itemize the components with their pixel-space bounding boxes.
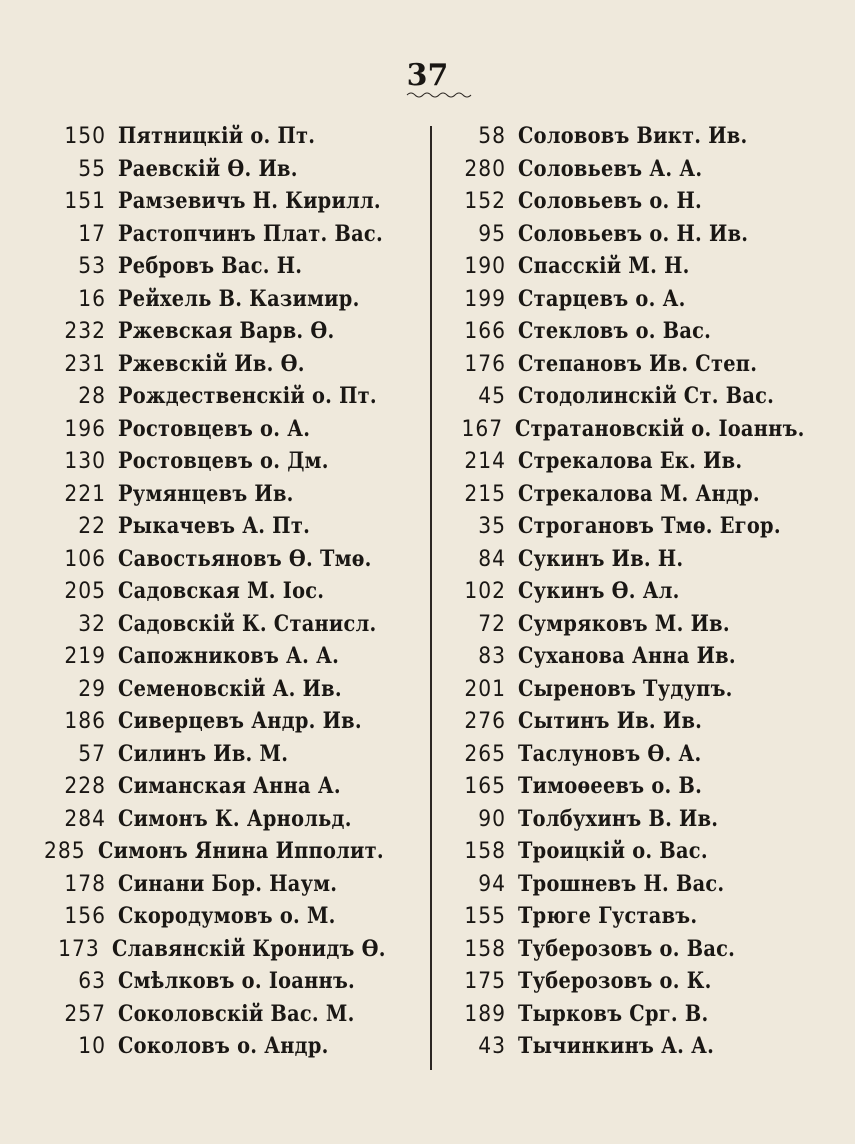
entry-number: 32 (78, 610, 106, 637)
list-item (432, 218, 852, 251)
entry-name: Ростовцевъ о. А. (118, 415, 311, 442)
list-item (40, 510, 430, 543)
entry-name: Ростовцевъ о. Дм. (118, 448, 329, 474)
entry-number: 150 (64, 123, 106, 149)
entry-number: 90 (478, 805, 506, 832)
list-item (432, 575, 852, 608)
list-item (40, 738, 430, 771)
entry-number: 102 (464, 578, 506, 604)
list-item (40, 348, 430, 381)
list-item (432, 380, 852, 413)
entry-number: 158 (464, 838, 506, 864)
entry-name: Соловьевъ о. Н. (518, 188, 703, 214)
entry-name: Пятницкій о. Пт. (118, 123, 316, 149)
list-item (40, 803, 430, 836)
entry-name: Ржевская Варв. Ѳ. (118, 318, 335, 344)
entry-name: Соколовскій Вас. М. (118, 1000, 355, 1027)
list-item (432, 348, 852, 381)
entry-name: Солововъ Викт. Ив. (518, 123, 748, 149)
list-item (432, 510, 852, 543)
list-item (432, 640, 852, 673)
entry-name: Силинъ Ив. М. (118, 740, 289, 767)
entry-number: 196 (64, 415, 106, 442)
list-item (40, 770, 430, 803)
list-item (432, 413, 852, 446)
entry-name: Смѣлковъ о. Іоаннъ. (118, 968, 356, 994)
list-item (432, 608, 852, 641)
entry-number: 215 (464, 480, 506, 507)
entry-number: 186 (64, 708, 106, 734)
entry-number: 178 (64, 870, 106, 897)
entry-number: 35 (478, 513, 506, 539)
right-column (432, 120, 852, 1063)
entry-number: 152 (464, 188, 506, 214)
list-item (40, 998, 430, 1031)
entry-name: Трошневъ Н. Вас. (518, 870, 725, 897)
entry-number: 166 (464, 318, 506, 344)
list-item (432, 738, 852, 771)
entry-number: 95 (478, 220, 506, 247)
entry-number: 10 (78, 1033, 106, 1059)
list-item (40, 965, 430, 998)
list-item (40, 1030, 430, 1063)
entry-number: 205 (64, 578, 106, 604)
entry-number: 201 (464, 675, 506, 702)
entry-number: 63 (78, 968, 106, 994)
list-item (40, 933, 430, 966)
list-item (40, 315, 430, 348)
entry-name: Растопчинъ Плат. Вас. (118, 220, 383, 247)
entry-name: Садовскій К. Станисл. (118, 610, 377, 637)
entry-number: 199 (464, 285, 506, 312)
entry-number: 190 (464, 253, 506, 279)
list-item (432, 998, 852, 1031)
list-item (40, 250, 430, 283)
entry-number: 83 (478, 643, 506, 669)
entry-name: Старцевъ о. А. (518, 285, 686, 312)
list-item (432, 250, 852, 283)
list-item (40, 380, 430, 413)
list-item (40, 185, 430, 218)
entry-number: 16 (78, 285, 106, 312)
entry-name: Сумряковъ М. Ив. (518, 610, 730, 637)
entry-number: 158 (464, 935, 506, 962)
list-item (40, 673, 430, 706)
entry-name: Тимоѳеевъ о. В. (518, 773, 703, 799)
list-item (40, 640, 430, 673)
entry-name: Рамзевичъ Н. Кирилл. (118, 188, 381, 214)
entry-number: 58 (478, 123, 506, 149)
entry-name: Сукинъ Ив. Н. (518, 545, 684, 572)
list-item (40, 705, 430, 738)
list-item (432, 965, 852, 998)
entry-number: 151 (64, 188, 106, 214)
entry-number: 130 (64, 448, 106, 474)
entry-number: 156 (64, 903, 106, 929)
list-item (40, 218, 430, 251)
entry-name: Соколовъ о. Андр. (118, 1033, 329, 1059)
entry-number: 43 (478, 1033, 506, 1059)
entry-name: Семеновскій А. Ив. (118, 675, 342, 702)
entry-name: Рейхель В. Казимир. (118, 285, 360, 312)
list-item (40, 575, 430, 608)
list-item (432, 705, 852, 738)
entry-number: 167 (461, 415, 504, 442)
list-item (432, 1030, 852, 1063)
entry-number: 285 (43, 838, 86, 864)
list-item (432, 543, 852, 576)
entry-number: 29 (78, 675, 106, 702)
entry-name: Симанская Анна А. (118, 773, 341, 799)
entry-name: Толбухинъ В. Ив. (518, 805, 719, 832)
entry-name: Симонъ К. Арнольд. (118, 805, 352, 832)
entry-number: 17 (78, 220, 106, 247)
list-item (40, 478, 430, 511)
list-item (432, 283, 852, 316)
list-item (40, 445, 430, 478)
list-item (40, 543, 430, 576)
list-item (40, 608, 430, 641)
entry-name: Степановъ Ив. Степ. (518, 350, 758, 377)
entry-number: 84 (478, 545, 506, 572)
entry-name: Румянцевъ Ив. (118, 480, 294, 507)
entry-number: 165 (464, 773, 506, 799)
list-item (40, 283, 430, 316)
entry-name: Тырковъ Срг. В. (518, 1000, 709, 1027)
entry-name: Садовская М. Іос. (118, 578, 325, 604)
entry-number: 280 (464, 155, 506, 182)
list-item (40, 868, 430, 901)
list-item (432, 478, 852, 511)
entry-number: 228 (64, 773, 106, 799)
entry-number: 221 (64, 480, 106, 507)
entry-name: Савостьяновъ Ѳ. Тмѳ. (118, 545, 372, 572)
entry-name: Рыкачевъ А. Пт. (118, 513, 311, 539)
entry-name: Стрекалова Ек. Ив. (518, 448, 743, 474)
entry-number: 55 (78, 155, 106, 182)
entry-name: Троицкій о. Вас. (518, 838, 708, 864)
entry-name: Туберозовъ о. Вас. (518, 935, 736, 962)
entry-name: Ребровъ Вас. Н. (118, 253, 303, 279)
list-item (432, 445, 852, 478)
entry-number: 57 (78, 740, 106, 767)
entry-name: Симонъ Янина Ипполит. (97, 838, 384, 864)
list-item (432, 673, 852, 706)
entry-name: Соловьевъ А. А. (518, 155, 703, 182)
entry-name: Суханова Анна Ив. (518, 643, 736, 669)
entry-number: 175 (464, 968, 506, 994)
entry-number: 176 (464, 350, 506, 377)
entry-number: 219 (64, 643, 106, 669)
list-item (432, 120, 852, 153)
entry-name: Синани Бор. Наум. (118, 870, 338, 897)
entry-name: Трюге Густавъ. (518, 903, 698, 929)
entry-number: 22 (78, 513, 106, 539)
page-number: 37 (406, 58, 449, 93)
entry-number: 106 (64, 545, 106, 572)
entry-number: 257 (64, 1000, 106, 1027)
entry-number: 94 (478, 870, 506, 897)
entry-name: Строгановъ Тмѳ. Егор. (518, 513, 781, 539)
list-item (432, 803, 852, 836)
entry-number: 214 (464, 448, 506, 474)
entry-name: Стрекалова М. Андр. (518, 480, 760, 507)
entry-number: 265 (464, 740, 506, 767)
list-item (432, 835, 852, 868)
ornament-flourish (405, 90, 475, 100)
entry-name: Рождественскій о. Пт. (118, 383, 377, 409)
entry-number: 28 (78, 383, 106, 409)
entry-name: Тычинкинъ А. А. (518, 1033, 715, 1059)
entry-number: 53 (78, 253, 106, 279)
entry-number: 72 (478, 610, 506, 637)
entry-name: Стекловъ о. Вас. (518, 318, 712, 344)
entry-name: Туберозовъ о. К. (518, 968, 712, 994)
left-column (40, 120, 430, 1063)
entry-name: Таслуновъ Ѳ. А. (518, 740, 702, 767)
entry-name: Сиверцевъ Андр. Ив. (118, 708, 362, 734)
entry-name: Сапожниковъ А. А. (118, 643, 340, 669)
entry-name: Стодолинскій Ст. Вас. (518, 383, 775, 409)
list-item (432, 770, 852, 803)
entry-number: 155 (464, 903, 506, 929)
entry-name: Соловьевъ о. Н. Ив. (518, 220, 749, 247)
list-item (432, 315, 852, 348)
entry-name: Сытинъ Ив. Ив. (518, 708, 703, 734)
entry-number: 173 (58, 935, 100, 962)
entry-number: 45 (478, 383, 506, 409)
list-item (432, 153, 852, 186)
list-item (432, 868, 852, 901)
entry-number: 284 (64, 805, 106, 832)
entry-number: 276 (464, 708, 506, 734)
entry-name: Ржевскій Ив. Ѳ. (118, 350, 305, 377)
entry-number: 232 (64, 318, 106, 344)
entry-number: 231 (64, 350, 106, 377)
list-item (40, 835, 430, 868)
list-item (40, 153, 430, 186)
entry-name: Славянскій Кронидъ Ѳ. (111, 935, 386, 962)
entry-name: Скородумовъ о. М. (118, 903, 336, 929)
list-item (40, 120, 430, 153)
entry-name: Сыреновъ Тудупъ. (518, 675, 733, 702)
list-item (432, 185, 852, 218)
list-item (40, 900, 430, 933)
entry-name: Раевскій Ѳ. Ив. (118, 155, 298, 182)
entry-name: Сукинъ Ѳ. Ал. (518, 578, 680, 604)
list-item (432, 933, 852, 966)
list-item (432, 900, 852, 933)
entry-number: 189 (464, 1000, 506, 1027)
entry-name: Стратановскій о. Іоаннъ. (515, 415, 805, 442)
entry-name: Спасскій М. Н. (518, 253, 690, 279)
list-item (40, 413, 430, 446)
